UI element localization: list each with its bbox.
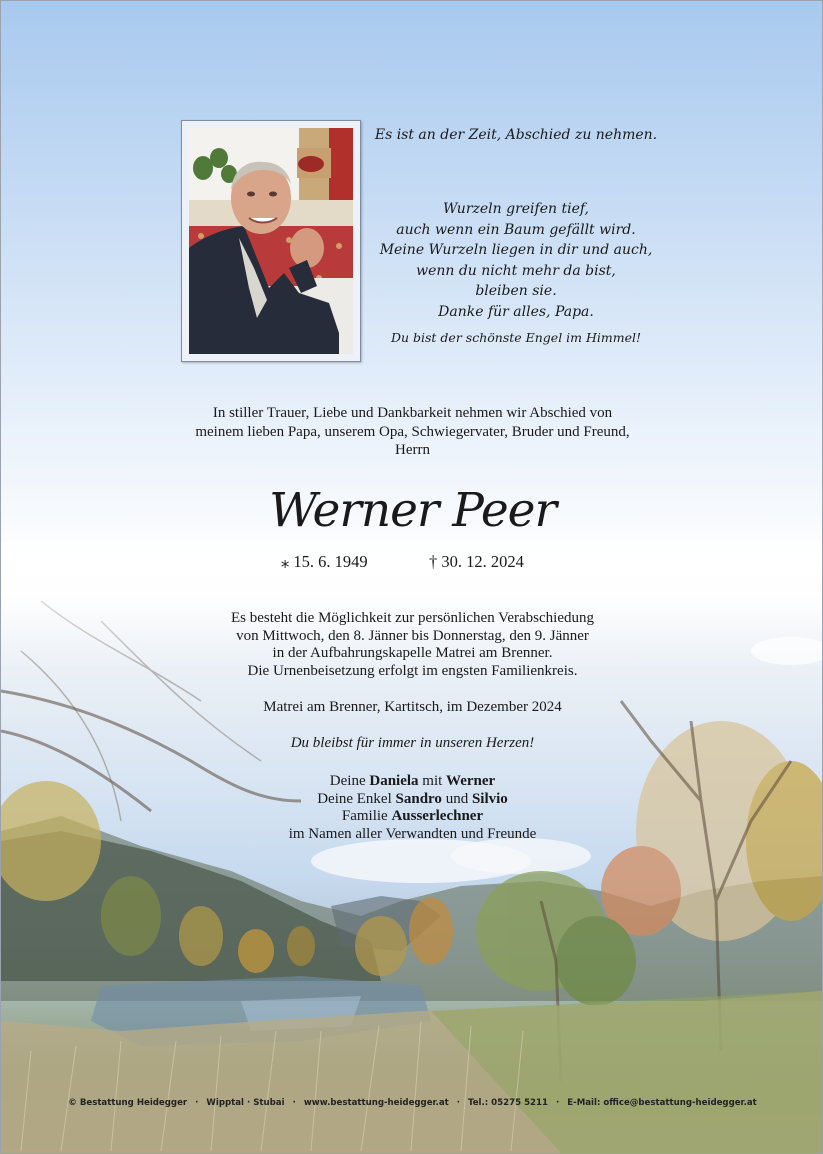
poem-line: auch wenn ein Baum gefällt wird. [396, 221, 636, 238]
intro-text [121, 404, 704, 460]
footer-separator: · [292, 1098, 296, 1108]
family-name: Werner [446, 773, 496, 789]
info-line: in der Aufbahrungskapelle Matrei am Brenner. [272, 645, 553, 661]
family-text: und [441, 790, 472, 807]
poem-line: wenn du nicht mehr da bist, [416, 262, 616, 279]
intro-line: meinem lieben Papa, unserem Opa, Schwiegervater, Bruder und Freund, [195, 423, 630, 440]
footer-company: © Bestattung Heidegger [68, 1098, 188, 1108]
footer-website-link[interactable]: www.bestattung-heidegger.at [303, 1098, 449, 1108]
portrait-photo-icon [189, 128, 353, 354]
poem-line: bleiben sie. [475, 283, 557, 299]
family-text: mit [418, 773, 447, 789]
footer-separator: · [456, 1098, 460, 1108]
quote-top: Es ist an der Zeit, Abschied zu nehmen. [374, 127, 658, 143]
poem-line: Meine Wurzeln liegen in dir und auch, [379, 242, 653, 258]
poem [371, 199, 661, 322]
engel-quote: Du bist der schönste Engel im Himmel! [390, 330, 642, 345]
footer-region: Wipptal · Stubai [206, 1098, 285, 1108]
footer-separator: · [195, 1098, 199, 1108]
footer-separator: · [556, 1098, 560, 1108]
family-text: Deine Enkel [317, 790, 396, 807]
intro-line: In stiller Trauer, Liebe und Dankbarkeit nehmen wir Abschied von [212, 405, 613, 421]
intro-line: Herrn [395, 442, 430, 458]
family-name: Ausserlechner [391, 808, 484, 824]
info-line: Die Urnenbeisetzung erfolgt im engsten Familienkreis. [247, 662, 578, 679]
family-line: im Namen aller Verwandten und Freunde [288, 825, 537, 842]
farewell-info [121, 610, 704, 680]
family-signature [121, 773, 704, 843]
footer-phone[interactable]: Tel.: 05275 5211 [468, 1098, 548, 1108]
death-date: † 30. 12. 2024 [429, 552, 524, 571]
info-line: von Mittwoch, den 8. Jänner bis Donnerstag, den 9. Jänner [236, 627, 589, 644]
family-text: Familie [341, 808, 392, 824]
deceased-name: Werner Peer [269, 483, 556, 538]
info-line: Es besteht die Möglichkeit zur persönlichen Verabschiedung [231, 610, 594, 626]
footer-email-link[interactable]: E-Mail: office@bestattung-heidegger.at [567, 1098, 757, 1108]
footer [21, 1098, 804, 1108]
birth-date: ⁎ 15. 6. 1949 [281, 552, 368, 571]
landscape-background [1, 1, 822, 1153]
poem-line: Danke für alles, Papa. [438, 303, 594, 320]
family-name: Silvio [471, 790, 508, 807]
family-line [121, 773, 704, 791]
portrait-frame [181, 120, 361, 362]
family-text: Deine [329, 773, 370, 789]
family-line [121, 808, 704, 826]
family-line [121, 791, 704, 809]
poem-line: Wurzeln greifen tief, [442, 201, 589, 217]
place-date: Matrei am Brenner, Kartitsch, im Dezember 2024 [263, 699, 562, 715]
family-name: Daniela [369, 773, 419, 789]
family-name: Sandro [395, 790, 442, 807]
closing-quote: Du bleibst für immer in unseren Herzen! [290, 735, 535, 751]
